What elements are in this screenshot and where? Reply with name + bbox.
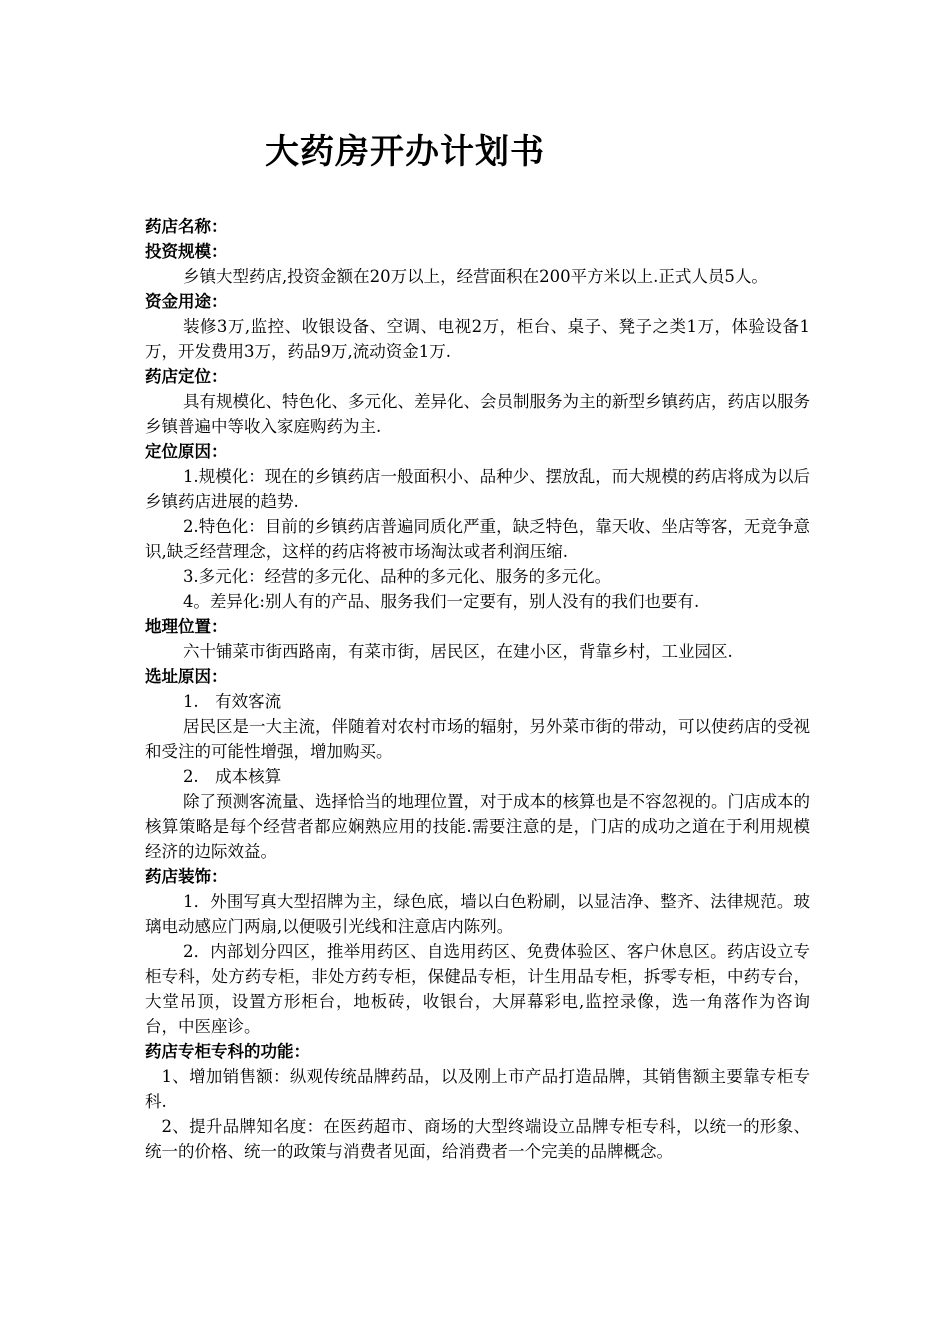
paragraph-counter-sales: 1、增加销售额：纵观传统品牌药品，以及刚上市产品打造品牌，其销售额主要靠专柜专科. bbox=[145, 1067, 810, 1111]
paragraph-counter-brand: 2、提升品牌知名度：在医药超市、商场的大型终端设立品牌专柜专科，以统一的形象、统一的价格、统一的政策与消费者见面，给消费者一个完美的品牌概念。 bbox=[145, 1117, 810, 1161]
paragraph-store-positioning: 具有规模化、特色化、多元化、差异化、会员制服务为主的新型乡镇药店，药店以服务乡镇普遍中等收入家庭购药为主. bbox=[145, 392, 810, 436]
document-page bbox=[145, 130, 810, 1164]
paragraph-site-cost: 除了预测客流量、选择恰当的地理位置，对于成本的核算也是不容忽视的。门店成本的核算策略是每个经营者都应娴熟应用的技能.需要注意的是，门店的成功之道在于利用规模经济的边际效益。 bbox=[145, 792, 810, 861]
paragraph-decoration-interior: 2．内部划分四区，推举用药区、自选用药区、免费体验区、客户休息区。药店设立专柜专科，处方药专柜，非处方药专柜，保健品专柜，计生用品专柜，拆零专柜，中药专台，大堂吊顶，设置方形柜台，地板砖，收银台，大屏幕彩电,监控录像，选一角落作为咨询台，中医座诊。 bbox=[145, 942, 810, 1036]
heading-site-reasons: 选址原因： bbox=[145, 667, 228, 686]
heading-decoration: 药店装饰： bbox=[145, 867, 228, 886]
paragraph-location: 六十铺菜市街西路南，有菜市街，居民区，在建小区，背靠乡村，工业园区. bbox=[182, 642, 733, 661]
heading-positioning-reasons: 定位原因： bbox=[145, 442, 228, 461]
heading-counter-functions: 药店专柜专科的功能： bbox=[145, 1042, 310, 1061]
paragraph-reason-feature: 2.特色化：目前的乡镇药店普遍同质化严重，缺乏特色，靠天收、坐店等客，无竞争意识,缺乏经营理念，这样的药店将被市场淘汰或者利润压缩. bbox=[145, 517, 810, 561]
paragraph-reason-diversity: 3.多元化：经营的多元化、品种的多元化、服务的多元化。 bbox=[182, 567, 612, 586]
heading-investment-scale: 投资规模： bbox=[145, 242, 228, 261]
paragraph-site-traffic: 居民区是一大主流，伴随着对农村市场的辐射，另外菜市街的带动，可以使药店的受视和受注的可能性增强，增加购买。 bbox=[145, 717, 810, 761]
page-title: 大药房开办计划书 bbox=[265, 132, 545, 172]
heading-store-name: 药店名称： bbox=[145, 217, 228, 236]
paragraph-site-traffic-title: 1. 有效客流 bbox=[182, 692, 282, 711]
heading-location: 地理位置： bbox=[145, 617, 228, 636]
paragraph-site-cost-title: 2. 成本核算 bbox=[182, 767, 282, 786]
paragraph-reason-scale: 1.规模化：现在的乡镇药店一般面积小、品种少、摆放乱，而大规模的药店将成为以后乡镇药店进展的趋势. bbox=[145, 467, 810, 511]
heading-fund-usage: 资金用途： bbox=[145, 292, 228, 311]
paragraph-investment-scale: 乡镇大型药店,投资金额在20万以上，经营面积在200平方米以上.正式人员5人。 bbox=[182, 267, 768, 286]
paragraph-decoration-exterior: 1．外围写真大型招牌为主，绿色底，墙以白色粉刷，以显洁净、整齐、法律规范。玻璃电动感应门两扇,以便吸引光线和注意店内陈列。 bbox=[145, 892, 810, 936]
heading-store-positioning: 药店定位： bbox=[145, 367, 228, 386]
paragraph-reason-difference: 4。差异化:别人有的产品、服务我们一定要有，别人没有的我们也要有. bbox=[182, 592, 700, 611]
paragraph-fund-usage: 装修3万,监控、收银设备、空调、电视2万，柜台、桌子、凳子之类1万，体验设备1万，开发费用3万，药品9万,流动资金1万. bbox=[145, 317, 810, 361]
